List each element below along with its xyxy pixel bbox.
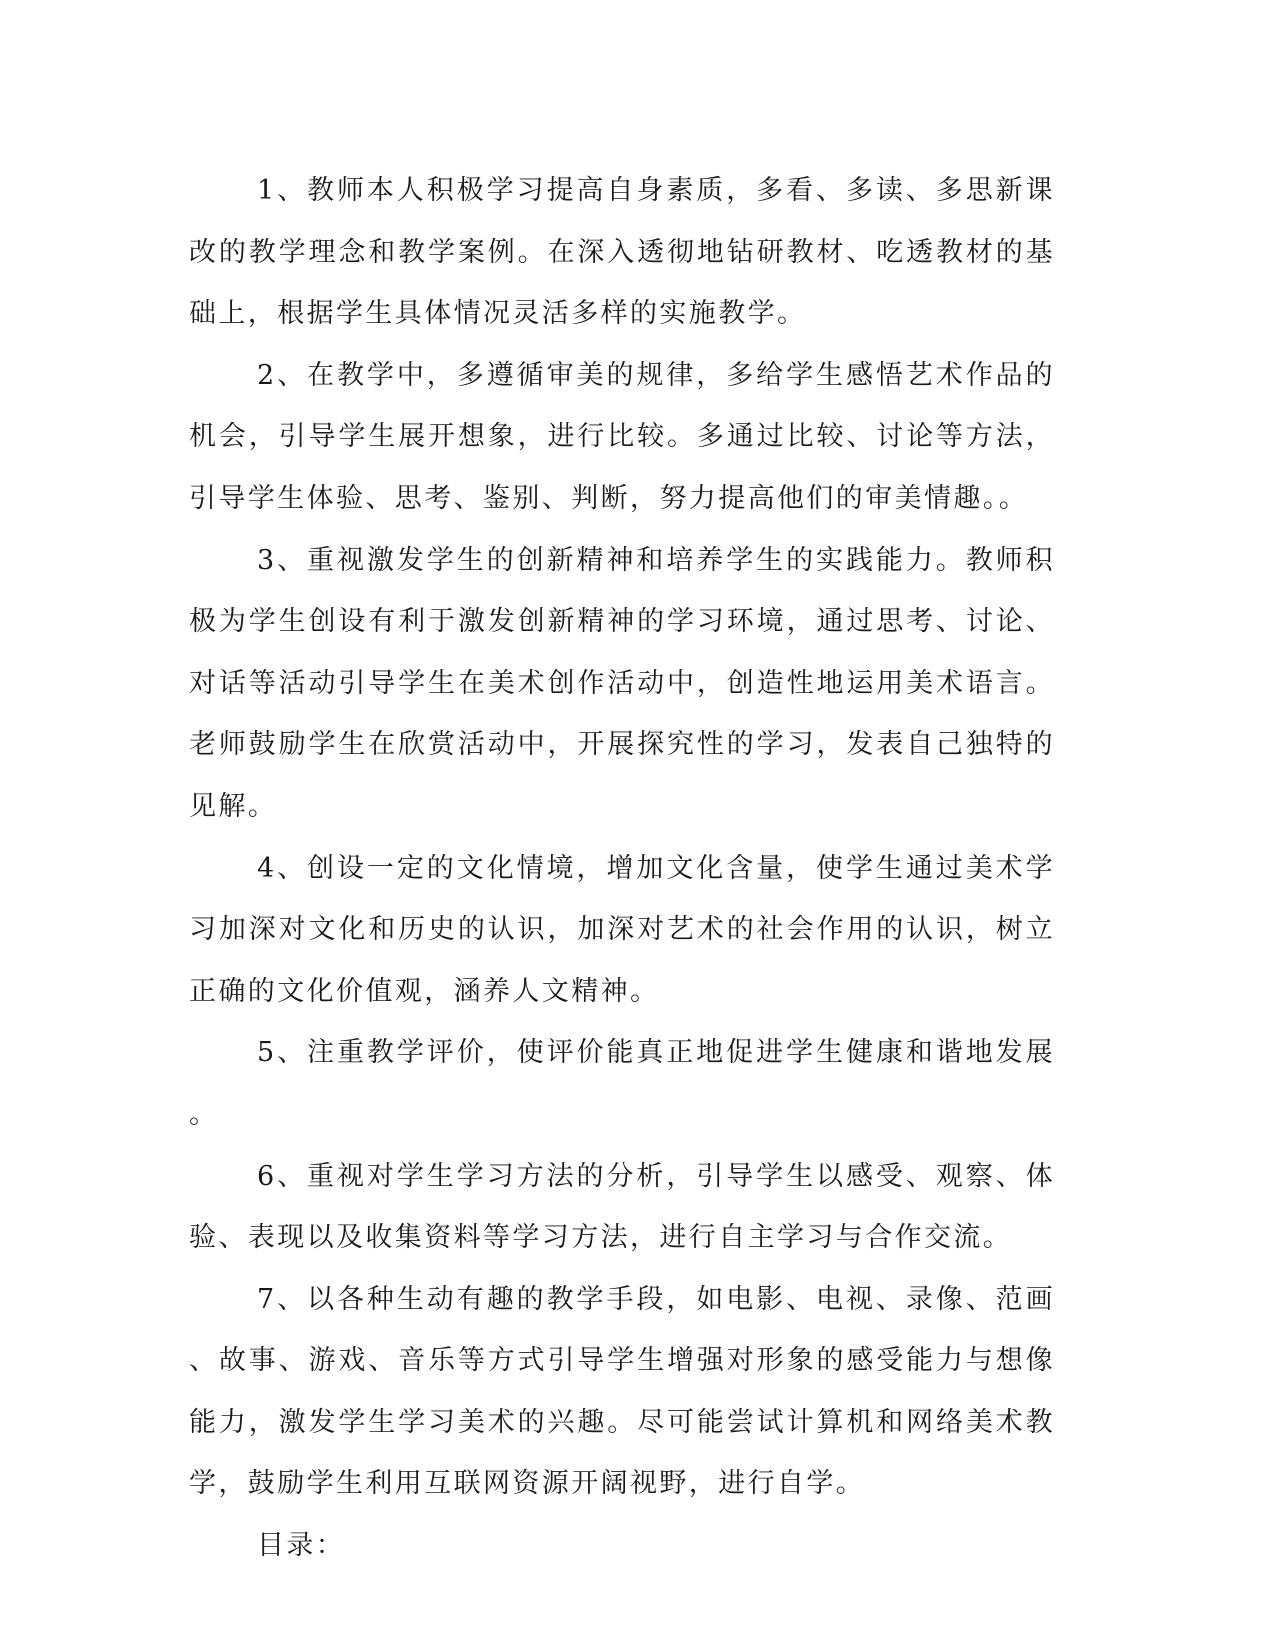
paragraph-5: 5、注重教学评价，使评价能真正地促进学生健康和谐地发展。 [189, 1037, 1055, 1130]
paragraph-3: 3、重视激发学生的创新精神和培养学生的实践能力。教师积极为学生创设有利于激发创新精神的学习环境，通过思考、讨论、对话等活动引导学生在美术创作活动中，创造性地运用美术语言。老师鼓励学生在欣赏活动中，开展探究性的学习，发表自己独特的见解。 [189, 544, 1055, 822]
paragraph-6: 6、重视对学生学习方法的分析，引导学生以感受、观察、体验、表现以及收集资料等学习方法，进行自主学习与合作交流。 [189, 1160, 1055, 1254]
document-body [189, 160, 1055, 1577]
paragraph-7: 7、以各种生动有趣的教学手段，如电影、电视、录像、范画、故事、游戏、音乐等方式引导学生增强对形象的感受能力与想像能力，激发学生学习美术的兴趣。尽可能尝试计算机和网络美术教学，鼓励学生利用互联网资源开阔视野，进行自学。 [189, 1283, 1055, 1500]
paragraph-1: 1、教师本人积极学习提高自身素质，多看、多读、多思新课改的教学理念和教学案例。在深入透彻地钻研教材、吃透教材的基础上，根据学生具体情况灵活多样的实施教学。 [189, 175, 1055, 330]
toc-heading: 目录： [257, 1530, 346, 1562]
paragraph-2: 2、在教学中，多遵循审美的规律，多给学生感悟艺术作品的机会，引导学生展开想象，进行比较。多通过比较、讨论等方法，引导学生体验、思考、鉴别、判断，努力提高他们的审美情趣。。 [189, 359, 1055, 514]
paragraph-4: 4、创设一定的文化情境，增加文化含量，使学生通过美术学习加深对文化和历史的认识，加深对艺术的社会作用的认识，树立正确的文化价值观，涵养人文精神。 [189, 852, 1055, 1007]
